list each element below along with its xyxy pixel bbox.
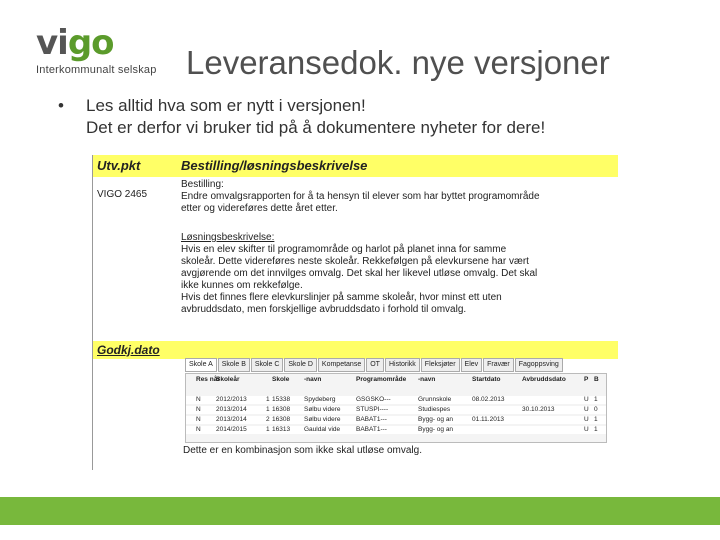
solution-line: ikke kunnes om rekkefølge. bbox=[181, 280, 303, 291]
grid-cell: STUSPI---- bbox=[356, 406, 389, 413]
grid-cell: Grunnskole bbox=[418, 396, 452, 403]
footer-accent-bar bbox=[0, 497, 720, 525]
grid-cell: Gauldal vide bbox=[304, 426, 341, 433]
grid-cell: 2012/2013 bbox=[216, 396, 247, 403]
tab-fleksjoter[interactable]: Fleksjøter bbox=[421, 358, 460, 372]
solution-line: skoleår. Dette videreføres neste skoleår. Rekkefølgen på elevkursene har vært bbox=[181, 256, 529, 267]
table-row[interactable] bbox=[186, 396, 606, 404]
grid-cell: 16308 bbox=[272, 416, 291, 423]
grid-cell: 1 bbox=[594, 396, 598, 403]
grid-cell: 2 bbox=[266, 416, 270, 423]
order-label: Bestilling: bbox=[181, 179, 224, 190]
grid-cell: 2014/2015 bbox=[216, 426, 247, 433]
grid-cell: U bbox=[584, 396, 589, 403]
grid-cell: GSGSKO--- bbox=[356, 396, 391, 403]
grid-header: -navn bbox=[304, 376, 322, 383]
grid-cell: N bbox=[196, 426, 201, 433]
tab-elev[interactable]: Elev bbox=[461, 358, 483, 372]
grid-cell: 1 bbox=[594, 416, 598, 423]
doc-col-bestilling: Bestilling/løsningsbeskrivelse bbox=[181, 158, 368, 173]
bullet-point bbox=[58, 95, 545, 139]
grid-cell: 08.02.2013 bbox=[472, 396, 505, 403]
grid-cell: Bygg- og an bbox=[418, 426, 454, 433]
grid-header: Res når bbox=[196, 376, 220, 383]
grid-cell: 2013/2014 bbox=[216, 406, 247, 413]
documentation-screenshot bbox=[92, 155, 618, 470]
slide-title: Leveransedok. nye versjoner bbox=[186, 44, 610, 81]
grid-header: Skoleår bbox=[216, 376, 240, 383]
grid-cell: BABAT1--- bbox=[356, 416, 387, 423]
order-line: Endre omvalgsrapporten for å ta hensyn til elever som har byttet programområde bbox=[181, 191, 540, 202]
doc-footer-note: Dette er en kombinasjon som ikke skal utløse omvalg. bbox=[183, 445, 422, 456]
grid-cell: Bygg- og an bbox=[418, 416, 454, 423]
grid-header: Skole bbox=[272, 376, 290, 383]
grid-cell: 1 bbox=[266, 396, 270, 403]
solution-line: avbruddsdato, men forskjellige avbruddsdato i forhold til omvalg. bbox=[181, 304, 467, 315]
table-row[interactable] bbox=[186, 426, 606, 434]
approval-label: Godkj.dato bbox=[97, 343, 160, 357]
grid-cell: U bbox=[584, 426, 589, 433]
tab-kompetanse[interactable]: Kompetanse bbox=[318, 358, 365, 372]
tab-bar bbox=[185, 358, 595, 372]
grid-cell: 1 bbox=[594, 426, 598, 433]
tab-fravaer[interactable]: Fravær bbox=[483, 358, 514, 372]
tab-fagoppsving[interactable]: Fagoppsving bbox=[515, 358, 563, 372]
doc-ref: VIGO 2465 bbox=[97, 189, 148, 200]
logo-go: go bbox=[67, 23, 114, 63]
grid-cell: N bbox=[196, 406, 201, 413]
grid-header: Startdato bbox=[472, 376, 501, 383]
table-row[interactable] bbox=[186, 406, 606, 414]
grid-header: Avbruddsdato bbox=[522, 376, 566, 383]
grid-cell: 15338 bbox=[272, 396, 291, 403]
logo-subtitle: Interkommunalt selskap bbox=[36, 64, 157, 76]
approval-header bbox=[93, 341, 618, 359]
grid-cell: N bbox=[196, 396, 201, 403]
grid-cell: N bbox=[196, 416, 201, 423]
bullet-line-2: Det er derfor vi bruker tid på å dokumentere nyheter for dere! bbox=[86, 118, 546, 137]
grid-cell: Studiespes bbox=[418, 406, 451, 413]
grid-cell: BABAT1--- bbox=[356, 426, 387, 433]
grid-header: B bbox=[594, 376, 599, 383]
tab-skole-d[interactable]: Skole D bbox=[284, 358, 317, 372]
grid-cell: 1 bbox=[266, 406, 270, 413]
doc-col-utvpkt: Utv.pkt bbox=[97, 158, 141, 173]
elevkurs-grid bbox=[185, 373, 607, 443]
grid-cell: 30.10.2013 bbox=[522, 406, 555, 413]
grid-header: P bbox=[584, 376, 589, 383]
grid-cell: 01.11.2013 bbox=[472, 416, 505, 423]
logo-vi: vi bbox=[36, 23, 68, 63]
bullet-line-1: Les alltid hva som er nytt i versjonen! bbox=[86, 96, 366, 115]
logo-wordmark bbox=[36, 23, 157, 63]
doc-header bbox=[93, 155, 618, 177]
order-line: etter og videreføres dette året etter. bbox=[181, 203, 338, 214]
solution-line: avgjørende om det innvilges omvalg. Det skal her likevel utløse omvalg. Det skal bbox=[181, 268, 538, 279]
solution-line: Hvis en elev skifter til programområde og harlot på planet inna for samme bbox=[181, 244, 507, 255]
grid-cell: Sølbu videre bbox=[304, 406, 341, 413]
tab-skole-a[interactable]: Skole A bbox=[185, 358, 217, 372]
vigo-logo bbox=[36, 23, 157, 76]
grid-cell: U bbox=[584, 416, 589, 423]
grid-header-row bbox=[186, 376, 606, 384]
tab-ot[interactable]: OT bbox=[366, 358, 384, 372]
bullet-icon: • bbox=[58, 96, 64, 115]
grid-cell: Sølbu videre bbox=[304, 416, 341, 423]
grid-cell: 0 bbox=[594, 406, 598, 413]
tab-skole-b[interactable]: Skole B bbox=[218, 358, 250, 372]
grid-cell: 2013/2014 bbox=[216, 416, 247, 423]
grid-cell: Spydeberg bbox=[304, 396, 336, 403]
solution-label: Løsningsbeskrivelse: bbox=[181, 232, 275, 243]
tab-skole-c[interactable]: Skole C bbox=[251, 358, 284, 372]
grid-cell: 1 bbox=[266, 426, 270, 433]
table-row[interactable] bbox=[186, 416, 606, 424]
grid-cell: 16308 bbox=[272, 406, 291, 413]
tab-historikk[interactable]: Historikk bbox=[385, 358, 420, 372]
grid-header: -navn bbox=[418, 376, 436, 383]
solution-line: Hvis det finnes flere elevkurslinjer på samme skoleår, hvor minst ett uten bbox=[181, 292, 502, 303]
grid-cell: U bbox=[584, 406, 589, 413]
grid-header: Programområde bbox=[356, 376, 407, 383]
grid-cell: 16313 bbox=[272, 426, 291, 433]
